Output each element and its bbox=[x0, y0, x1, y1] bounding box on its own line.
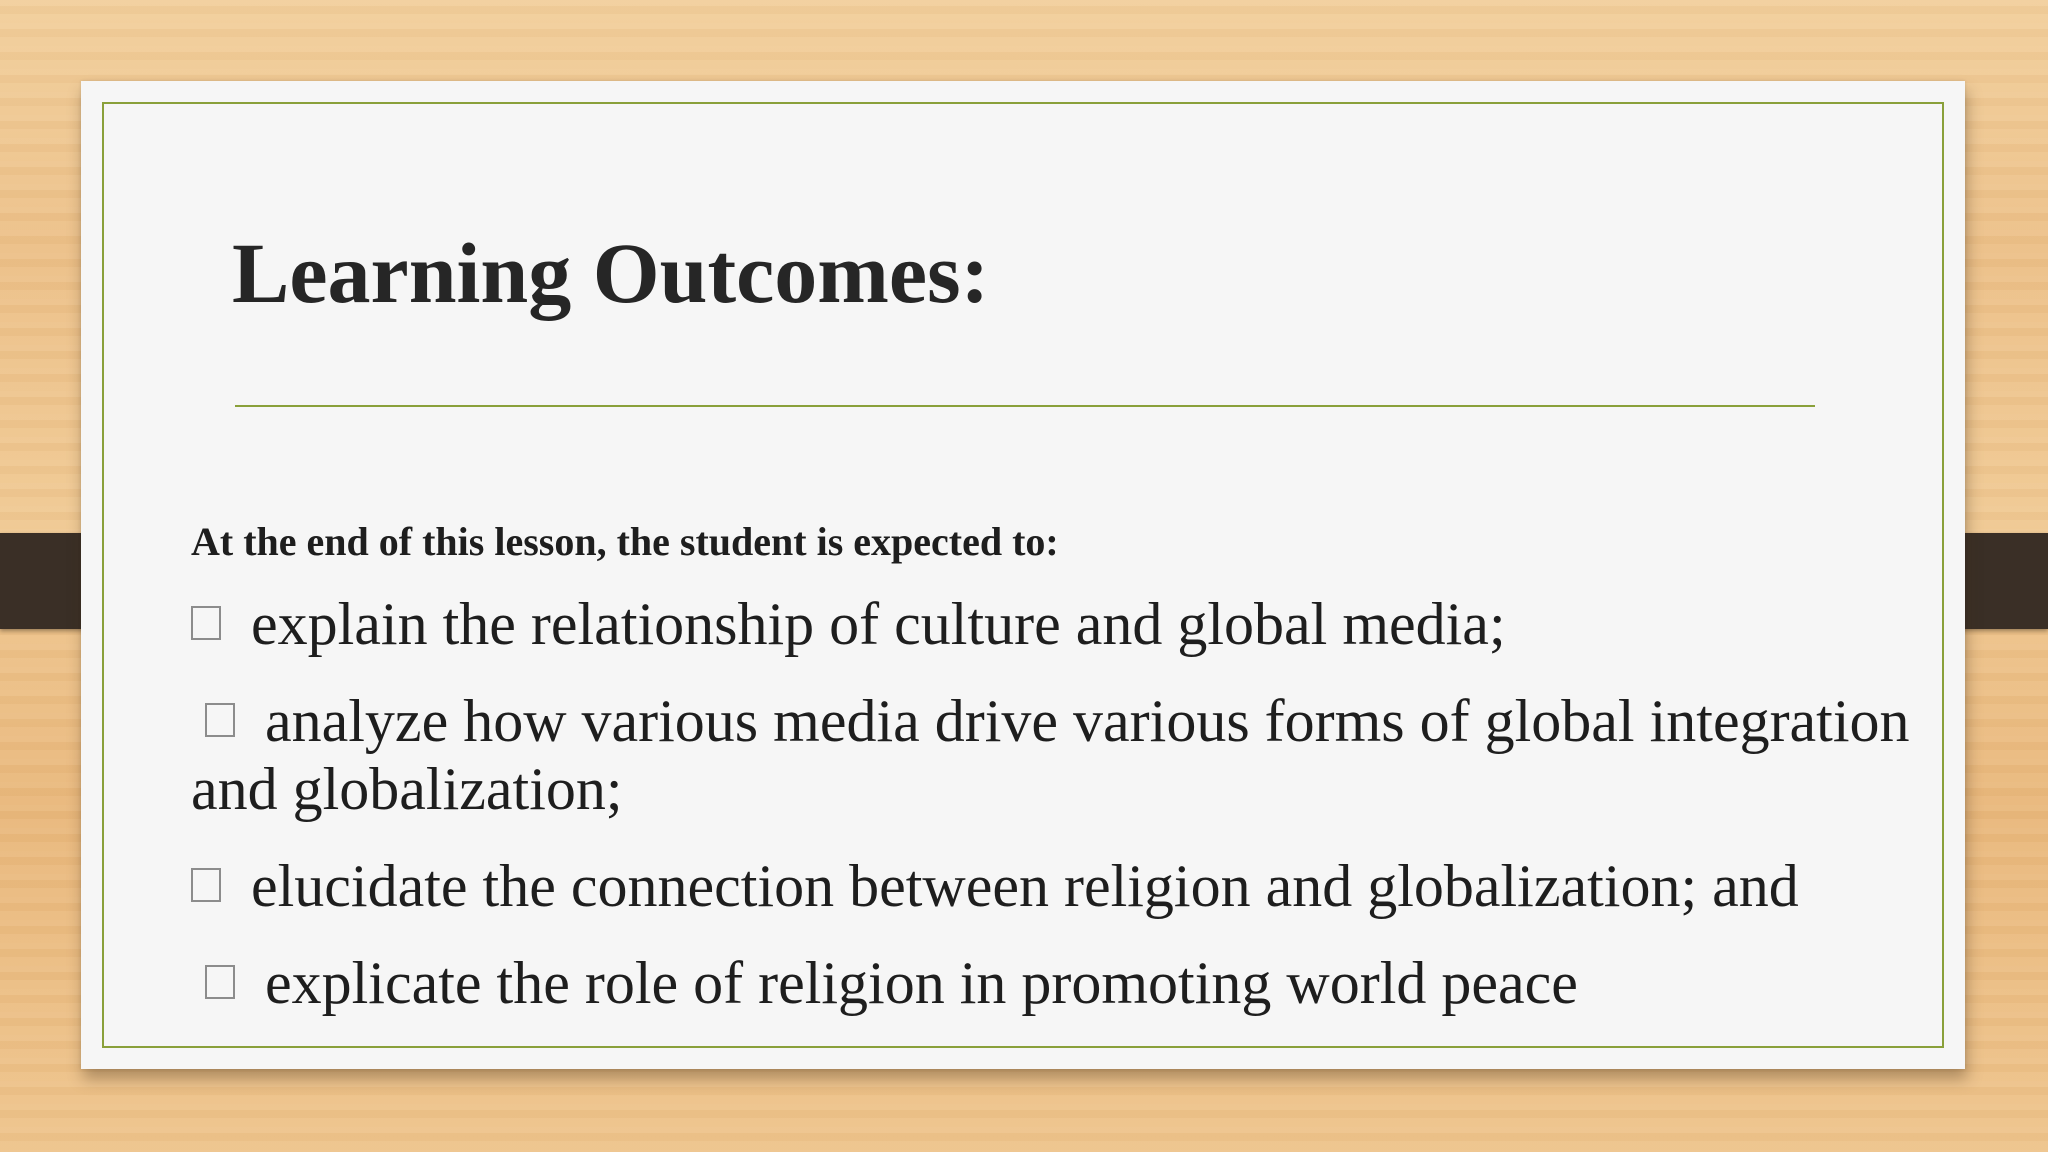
slide-title: Learning Outcomes: bbox=[232, 225, 990, 321]
outcomes-list bbox=[191, 590, 1911, 1046]
outcome-item bbox=[191, 949, 1911, 1017]
outcome-text: elucidate the connection between religion and globalization; and bbox=[251, 853, 1799, 919]
outcome-text: explicate the role of religion in promoting world peace bbox=[265, 950, 1578, 1016]
checkbox-square-icon bbox=[191, 868, 221, 902]
outcome-item bbox=[191, 852, 1911, 920]
outcome-text: explain the relationship of culture and global media; bbox=[251, 591, 1506, 657]
outcome-item bbox=[191, 687, 1911, 823]
checkbox-square-icon bbox=[205, 965, 235, 999]
title-divider bbox=[235, 405, 1815, 407]
slide bbox=[81, 81, 1965, 1069]
checkbox-square-icon bbox=[191, 606, 221, 640]
checkbox-square-icon bbox=[205, 703, 235, 737]
outcome-text: analyze how various media drive various forms of global integration and globalization; bbox=[191, 688, 1910, 822]
outcome-item bbox=[191, 590, 1911, 658]
intro-text: At the end of this lesson, the student is expected to: bbox=[191, 519, 1059, 564]
